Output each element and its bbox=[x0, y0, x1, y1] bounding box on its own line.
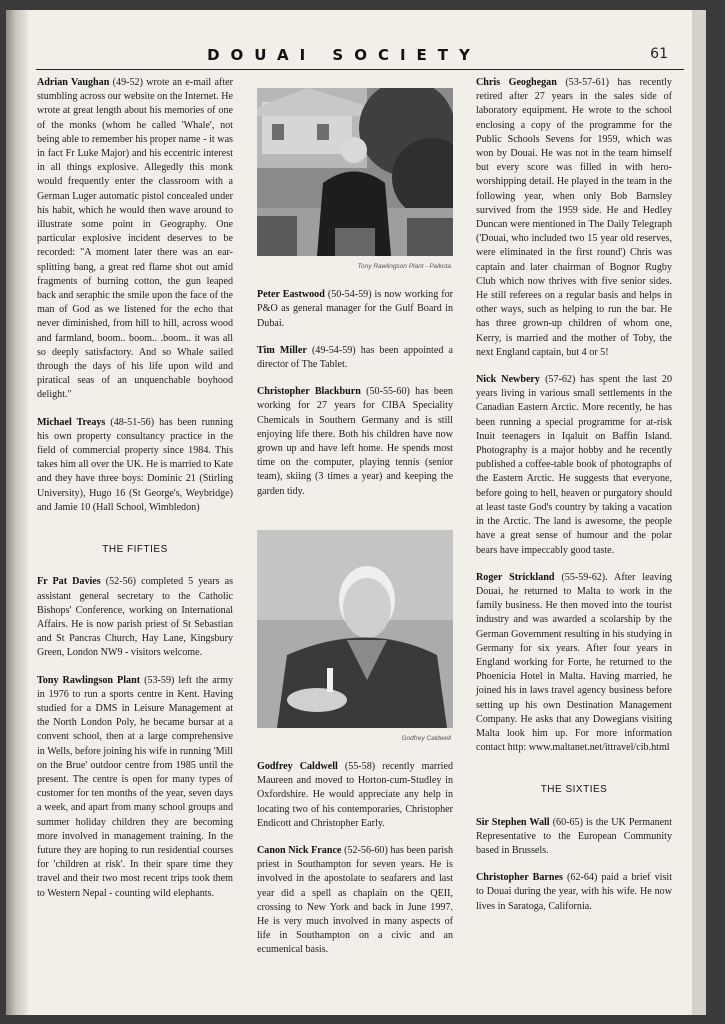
entry-text: has been parish priest in Southampton for seven years. He is involved in the apostolate to seafarers and last year did a spell as chaplain on the QEII, crossing to New York and back in June 1997. He is very much involved in many aspects of life in Southampton on a civic and an ecumenical basis. bbox=[257, 845, 453, 956]
entry-text: paid a brief visit to Douai during the year, with his wife. He now lives in Saratoga, California. bbox=[476, 872, 672, 912]
entry-chris-geoghegan bbox=[476, 76, 672, 360]
section-heading-sixties: THE SIXTIES bbox=[540, 784, 608, 796]
photo-caption-2: Godfrey Caldwell bbox=[401, 734, 451, 742]
entry-text: left the army in 1976 to run a sports centre in Kent. Having studied for a DMS in Leisure Management at the North London Poly, he became bursar at a convent school, then at a large comprehensive in Wells, before joining his wife in running 'Mill on the Brue' outdoor centre from 1985 until the present. The centre is open for many types of customer for ten months of the year, seven days a week, and apart from many school groups and summer holiday children they are becoming more involved in management training. In the future they are hoping to run residential courses for 'children at risk'. In their spare time they travel and their two most recent trips took them to Western Nepal - counting wild elephants. bbox=[37, 674, 233, 899]
entry-dates: (52-56) bbox=[105, 576, 137, 588]
header-rule bbox=[36, 69, 684, 70]
column-1 bbox=[37, 76, 233, 914]
photo-image bbox=[257, 530, 453, 728]
entry-text: has recently retired after 27 years in the sales side of laboratory equipment. He wrote to the school enclosing a copy of the programme for the Public Schools Sevens for 1959, which was won by Douai. He was not in the team himself but every score was filled in with hero-worshipping detail. He played in the team in the following year, when only Bob Barnsley survived from the 1959 side. He and Hedley Duncan were mentioned in The Daily Telegraph ('Douai, who included two 15 year old reserves, were eliminated in the first round') Chris was captain and later chairman of Bognor Rugby Club which now thrives with five senior sides. He still referees on a regular basis and helps in other ways, such as helping to run the bar. He has three grown-up children of whom one, Kerry, is married and the mother of Toby, the next England captain, but 4 or 5! bbox=[476, 77, 672, 358]
entry-text: has been running his own property consultancy practice in the field of commercial property since 1984. This takes him all over the UK. He is married to Kate and they have three boys: Dominic 21 (Stirling University), Hugo 16 (St George's, Weybridge) and Jamie 10 (Hall School, Wimbledon) bbox=[37, 416, 233, 513]
entry-dates: (49-52) bbox=[112, 77, 143, 88]
entry-dates: (50-54-59) bbox=[327, 289, 372, 301]
page-header bbox=[6, 44, 706, 68]
page-title: DOUAI SOCIETY bbox=[207, 46, 481, 64]
entry-name: Nick Newbery bbox=[476, 374, 540, 386]
entry-christopher-barnes bbox=[476, 871, 672, 914]
entry-name: Tim Miller bbox=[257, 344, 307, 356]
entry-dates: (52-56-60) bbox=[344, 845, 388, 857]
entry-text: is now working for P&O as general manager for the Gulf Board in Dubai. bbox=[257, 289, 454, 329]
entry-text: has been appointed a director of The Tablet. bbox=[257, 344, 453, 371]
entry-text: has been working for 27 years for CIBA Speciality Chemicals in Southern Germany and is still enjoying life there. Both his children have now grown up and have left home. He spends most time on the computer, playing tennis (senior team), skiing (3 times a year) and keeping the garden tidy. bbox=[257, 386, 453, 497]
entry-adrian-vaughan bbox=[37, 76, 233, 403]
entry-christopher-blackburn bbox=[257, 385, 453, 499]
entry-dates: (55-58) bbox=[344, 761, 376, 773]
photo-tony-rawlingson-plant bbox=[257, 88, 453, 256]
entry-text: is the UK Permanent Representative to the European Community based in Brussels. bbox=[476, 816, 672, 856]
entry-tony-rawlingson-plant bbox=[37, 674, 233, 901]
entry-name: Christopher Blackburn bbox=[257, 386, 361, 398]
column-2 bbox=[257, 88, 453, 971]
entry-dates: (48-51-56) bbox=[110, 416, 155, 428]
entry-name: Sir Stephen Wall bbox=[476, 816, 550, 828]
photo-caption-1: Tony Rawlingson Plant - Palkota bbox=[357, 263, 451, 270]
entry-nick-newbery bbox=[476, 373, 672, 558]
entry-dates: (57-62) bbox=[545, 374, 576, 386]
entry-text: completed 5 years as assistant general secretary to the Catholic Bishops' Conference, working on International Affairs. He is now parish priest of St Sebastian and St Pancras Church, Hay Lane, Kingsbury Green, London NW9 - visitors welcome. bbox=[37, 576, 233, 659]
entry-nick-france bbox=[257, 844, 453, 958]
photo-image bbox=[257, 88, 453, 256]
document-page bbox=[6, 10, 706, 1015]
entry-dates: (53-57-61) bbox=[565, 77, 610, 88]
entry-name: Godfrey Caldwell bbox=[257, 761, 338, 773]
entry-dates: (49-54-59) bbox=[311, 344, 356, 356]
entry-name: Canon Nick France bbox=[257, 845, 342, 857]
entry-text: recently married Maureen and moved to Horton-cum-Studley in Oxfordshire. He would appreciate any help in locating two of his contemporaries, Christopher Endicott and Christopher Early. bbox=[257, 761, 453, 829]
entry-dates: (62-64) bbox=[567, 872, 598, 884]
entry-dates: (60-65) bbox=[552, 816, 583, 828]
entry-dates: (53-59) bbox=[144, 674, 175, 686]
entry-pat-davies bbox=[37, 575, 233, 660]
entry-name: Peter Eastwood bbox=[257, 289, 325, 301]
entry-name: Chris Geoghegan bbox=[476, 77, 557, 88]
page-edge bbox=[692, 10, 706, 1015]
page-number: 61 bbox=[650, 46, 668, 62]
entry-name: Christopher Barnes bbox=[476, 872, 563, 884]
entry-text: . After leaving Douai, he returned to Malta to work in the family business. He then moved into the tourist industry and was awarded a scolarship by the German Government resulting in his studying in Germany for six years. After four years in England working for Forte, he returned to the Phoenicia Hotel in Malta. Having married, he joined his in laws travel agency business before setting up his own Destination Management Company. He asks that any Dowegians visiting Malta look him up. For more information contact http: www.maltanet.net/ittravel/cib.html bbox=[476, 571, 672, 754]
entry-name: Fr Pat Davies bbox=[37, 576, 101, 588]
entry-text: wrote an e-mail after stumbling across our website on the Internet. He wrote at great length about his memories of one of the monks (whom he called 'Whale', not being able to remember his proper name - it was in fact Fr Luke Major) and his eccentric interest in all things explosive. Allegedly this monk would frequently enter the classroom with a German Luger automatic pistol concealed under his habit, which he would then wave around to illustrate some point in Geography. One particular explosive incident deserves to be recorded: "A moment later there was an ear-splitting bang, a great red flame shot out amid fragments of burning cotton, the gun leaped back and seraphic the smile upon the face of the man of God as we listened for the echo that never diminished, from hill to hill, across wood and farmland, boom.. boom.. .boom.. it was all so deeply satisfactory. And so Whale sailed through the days of his life upon wild and piratical seas of an unquenchable boyhood delight." bbox=[37, 77, 233, 401]
column-3 bbox=[476, 76, 672, 927]
entry-name: Adrian Vaughan bbox=[37, 77, 110, 88]
page-binding bbox=[6, 10, 28, 1015]
entry-godfrey-caldwell bbox=[257, 760, 453, 831]
entry-name: Michael Treays bbox=[37, 416, 106, 428]
spacer bbox=[257, 512, 453, 530]
entry-dates: (55-59-62) bbox=[561, 571, 606, 583]
section-heading-fifties: THE FIFTIES bbox=[102, 544, 168, 556]
entry-tim-miller bbox=[257, 344, 453, 372]
entry-dates: (50-55-60) bbox=[366, 386, 410, 398]
entry-roger-strickland bbox=[476, 571, 672, 756]
entry-stephen-wall bbox=[476, 816, 672, 859]
entry-text: has spent the last 20 years living in various small settlements in the Canadian Eastern Arctic. More recently, he has been running a special programme for at-risk Inuit teenagers in Iqaluit on Baffin Island. Photography is a major hobby and he recently published a coffee-table book of photographs of the Eastern Arctic. He suggests that everyone, before going to hell, heaven or purgatory should at least taste God's country by taking a vacation in the Arctic. The land is awesome, the people have a great sense of humour and the polar bears have impeccably good taste. bbox=[476, 374, 672, 556]
entry-name: Roger Strickland bbox=[476, 571, 555, 583]
entry-michael-treays bbox=[37, 416, 233, 515]
entry-peter-eastwood bbox=[257, 288, 453, 331]
entry-name: Tony Rawlingson Plant bbox=[37, 674, 141, 686]
photo-godfrey-caldwell bbox=[257, 530, 453, 728]
